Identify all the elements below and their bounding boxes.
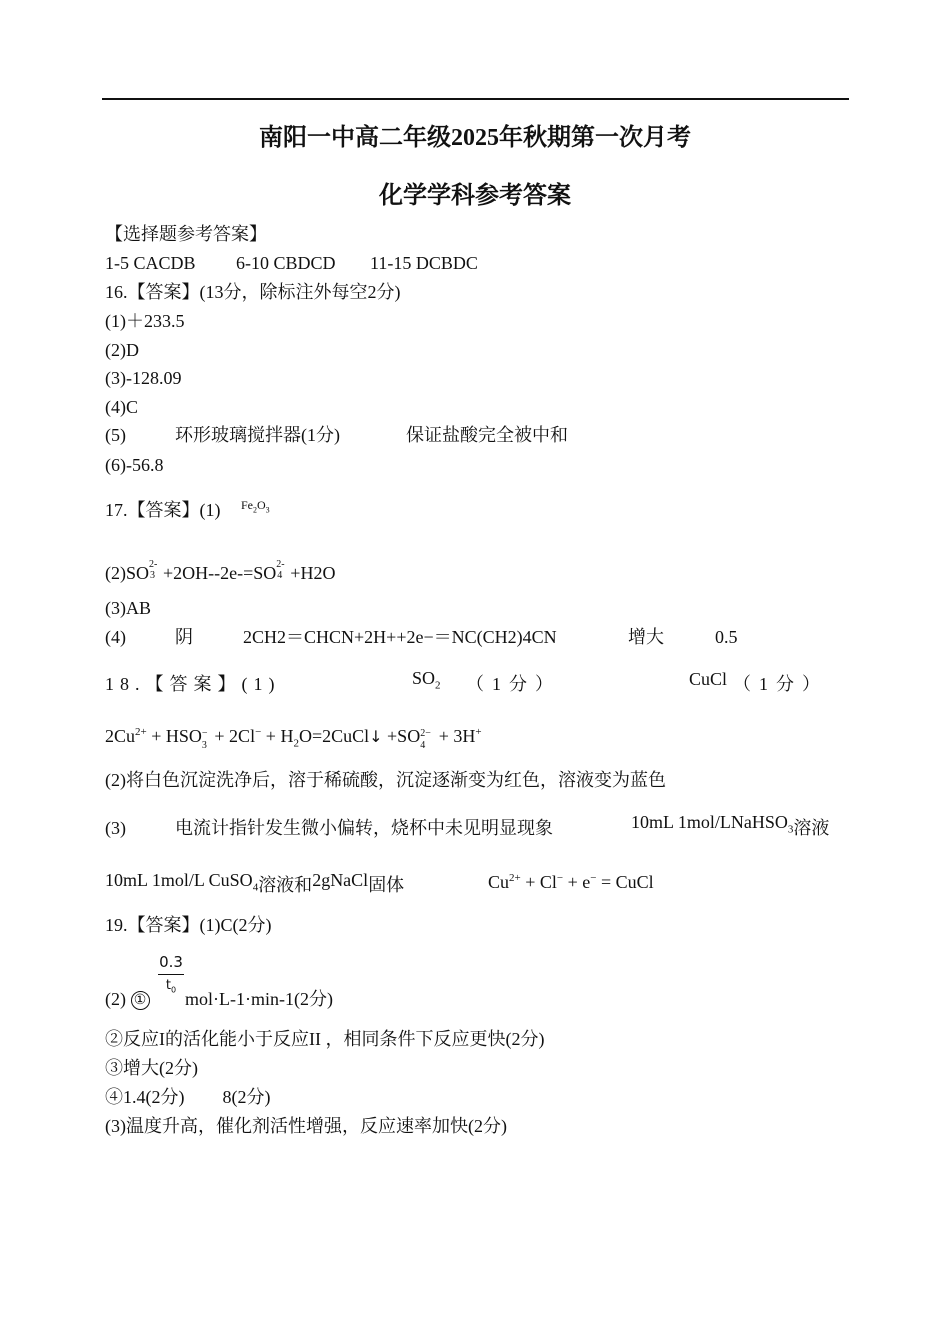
q17-heading: 17.【答案】(1) xyxy=(105,500,221,520)
q18-heading: 18.【答案】(1) xyxy=(105,674,281,694)
q19-heading: 19.【答案】(1)C(2分) xyxy=(105,915,272,935)
q16-answer-2: (2)D xyxy=(105,340,139,360)
q18-product-cucl: CuCl xyxy=(689,669,728,689)
q19-answer-3: (3)温度升高，催化剂活性增强，反应速率加快(2分) xyxy=(105,1116,507,1136)
q16-answer-5-num: (5) xyxy=(105,425,126,445)
q19-answer-2-2: ②反应I的活化能小于反应II ，相同条件下反应更快(2分) xyxy=(105,1029,545,1049)
top-rule xyxy=(102,98,849,100)
q18-answer-3-solution-1: 10mL 1mol/LNaHSO$_3$溶液 xyxy=(631,812,830,838)
q18-ionic-equation: $2Cu^{2+}$ + HSO − 3 + $2Cl^- + H_2O=2CuCl↓ +SO$ 2− 4 + 3H+ xyxy=(105,726,482,751)
q16-answer-3: (3)-128.09 xyxy=(105,368,182,388)
q17-answer-4-equation: 2CH2＝CHCN+2H++2e−＝NC(CH2)4CN xyxy=(243,627,557,647)
q16-answer-1: (1)＋233.5 xyxy=(105,311,185,331)
choice-group-1: 1-5 CACDB xyxy=(105,253,196,273)
q18-answer-2: (2)将白色沉淀洗净后，溶于稀硫酸，沉淀逐渐变为红色，溶液变为蓝色 xyxy=(105,770,666,790)
q18-product-so2: $SO_2$ xyxy=(412,668,441,692)
precipitate-arrow-icon: ↓ xyxy=(369,727,383,746)
exam-subtitle: 化学学科参考答案 xyxy=(379,183,571,209)
q17-formula-fe2o3: $Fe_2O_3$ xyxy=(241,498,270,515)
choice-answers xyxy=(105,251,478,275)
q18-answer-3-line-2: 10mL 1mol/L CuSO$_4$溶液和2gNaCl固体 xyxy=(105,870,405,895)
q18-electrode-equation: $Cu^{2+} + Cl^- + e^-$ = CuCl xyxy=(488,872,654,892)
q16-answer-4: (4)C xyxy=(105,397,138,417)
exam-title: 南阳一中高二年级2025年秋期第一次月考 xyxy=(259,125,691,151)
q17-answer-4-num: (4) xyxy=(105,627,126,647)
fraction-denominator: $t_0$ xyxy=(165,978,177,995)
q18-answer-3-num: (3) xyxy=(105,818,126,838)
choice-heading: 【选择题参考答案】 xyxy=(105,224,267,244)
q16-answer-5-part2: 保证盐酸完全被中和 xyxy=(406,425,568,445)
q18-answer-3-text: 电流计指针发生微小偏转，烧杯中未见明显现象 xyxy=(175,818,553,838)
q17-answer-4-value: 0.5 xyxy=(715,627,738,647)
q19-answer-2-4: ④1.4(2分) 8(2分) xyxy=(105,1087,271,1107)
q19-answer-2-3: ③增大(2分) xyxy=(105,1058,198,1078)
q17-answer-2: (2)SO 2- 3 +2OH--2e-=SO 2- 4 +H2O xyxy=(105,559,336,583)
fraction-numerator: 0.3 xyxy=(159,953,183,971)
choice-group-2: 6-10 CBDCD xyxy=(236,253,336,273)
q16-answer-6: (6)-56.8 xyxy=(105,455,164,475)
circled-1: ① xyxy=(131,991,150,1010)
q16-answer-5-part1: 环形玻璃搅拌器(1分) xyxy=(175,425,340,445)
q17-answer-4-change: 增大 xyxy=(628,627,664,647)
fraction-bar xyxy=(158,974,184,975)
q19-answer-2-1: (2) ① mol·L-1·min-1(2分) xyxy=(105,989,333,1009)
q17-answer-4-electrode: 阴 xyxy=(175,627,193,647)
q16-heading: 16.【答案】(13分，除标注外每空2分) xyxy=(105,282,401,302)
q18-score-2: （1分） xyxy=(733,674,828,694)
choice-group-3: 11-15 DCBDC xyxy=(370,253,478,273)
q17-answer-3: (3)AB xyxy=(105,598,151,618)
q18-score-1: （1分） xyxy=(466,674,561,694)
